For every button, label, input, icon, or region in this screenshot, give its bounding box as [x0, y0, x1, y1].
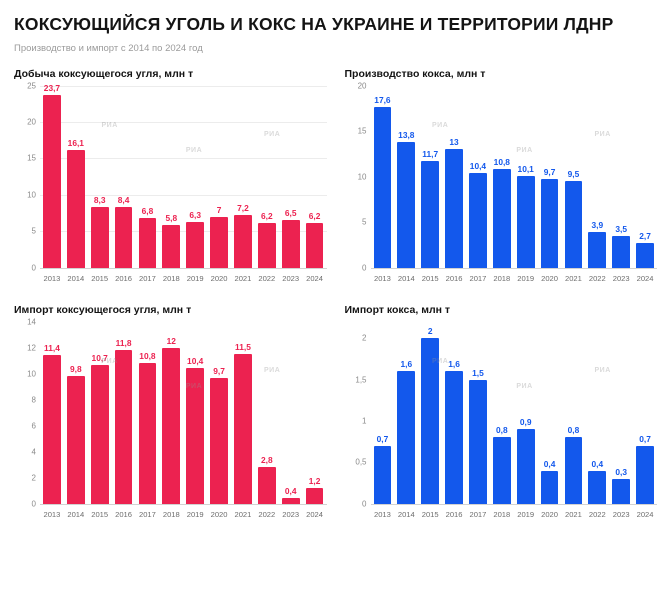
x-tick-label: 2021: [234, 273, 252, 283]
bar-value-label: 3,5: [615, 223, 628, 234]
bar[interactable]: [91, 207, 109, 267]
bar-value-label: 6,2: [260, 210, 273, 221]
bar-value-label: 2,7: [639, 231, 651, 242]
x-tick-label: 2016: [445, 509, 463, 519]
bar-value-label: 0,4: [591, 458, 604, 469]
x-tick-label: 2022: [258, 509, 276, 519]
chart-plot-1: [345, 81, 658, 290]
bar[interactable]: [374, 107, 392, 267]
y-tick-label: 2: [362, 333, 367, 343]
bar[interactable]: [445, 371, 463, 503]
bar-value-label: 6,5: [284, 208, 297, 219]
bar[interactable]: [115, 207, 133, 268]
bars-container: [371, 322, 658, 504]
bar-value-label: 0,7: [376, 433, 389, 444]
watermark: РИА: [101, 358, 118, 366]
bar[interactable]: [139, 218, 157, 268]
x-tick-label: 2015: [91, 509, 109, 519]
x-tick-label: 2019: [517, 509, 535, 519]
y-tick-label: 20: [27, 117, 36, 127]
chart-title-3: Импорт кокса, млн т: [344, 303, 451, 316]
y-axis: [345, 322, 371, 509]
bar-value-label: 9,8: [69, 364, 82, 375]
bar[interactable]: [397, 371, 415, 503]
bar-value-label: 11,8: [115, 338, 132, 349]
x-axis: [40, 506, 327, 526]
bars-container: [40, 83, 327, 268]
page-title: КОКСУЮЩИЙСЯ УГОЛЬ И КОКС НА УКРАИНЕ И ТЕРРИТОРИИ ЛДНР: [14, 14, 614, 34]
bar[interactable]: [210, 378, 228, 504]
bar-group[interactable]: [538, 86, 562, 268]
x-tick-label: 2015: [421, 273, 439, 283]
x-tick-label: 2018: [493, 509, 511, 519]
bar[interactable]: [421, 338, 439, 503]
y-tick-label: 1,5: [355, 375, 367, 385]
y-tick-label: 25: [27, 81, 36, 91]
bar-group[interactable]: [159, 86, 183, 268]
bar-value-label: 7,2: [237, 203, 249, 214]
x-tick-label: 2022: [258, 273, 276, 283]
bar-group[interactable]: [279, 322, 303, 504]
bar-group[interactable]: [303, 322, 327, 504]
bar[interactable]: [612, 236, 630, 268]
bar-group[interactable]: [64, 322, 88, 504]
x-axis: [371, 506, 658, 526]
watermark: РИА: [101, 122, 118, 130]
bar[interactable]: [397, 142, 415, 268]
bar-value-label: 11,4: [44, 343, 60, 354]
bar-group[interactable]: [303, 86, 327, 268]
bar-group[interactable]: [279, 86, 303, 268]
x-tick-label: 2023: [612, 509, 630, 519]
x-tick-label: 2016: [115, 273, 133, 283]
bar[interactable]: [517, 176, 535, 268]
bar-value-label: 9,7: [213, 365, 225, 376]
x-tick-label: 2024: [636, 509, 654, 519]
y-tick-label: 5: [362, 217, 367, 227]
bar[interactable]: [306, 223, 324, 268]
y-tick-label: 0: [31, 263, 36, 273]
bar[interactable]: [282, 498, 300, 503]
bar-group[interactable]: [231, 86, 255, 268]
x-tick-label: 2017: [469, 509, 487, 519]
y-tick-label: 0: [31, 499, 36, 509]
x-tick-label: 2013: [43, 509, 61, 519]
bar[interactable]: [258, 223, 276, 268]
bar-value-label: 0,8: [567, 425, 580, 436]
y-tick-label: 4: [31, 447, 36, 457]
x-tick-label: 2023: [282, 273, 300, 283]
x-tick-label: 2014: [67, 509, 85, 519]
x-axis: [371, 270, 658, 290]
bars-container: [371, 86, 658, 268]
x-tick-label: 2021: [564, 509, 582, 519]
bar[interactable]: [162, 225, 180, 267]
chart-panel-1: [345, 68, 658, 290]
bar[interactable]: [469, 380, 487, 504]
bar-value-label: 13,8: [398, 130, 415, 141]
bar-group[interactable]: [609, 322, 633, 504]
x-tick-label: 2018: [162, 273, 180, 283]
bar-value-label: 23,7: [43, 83, 61, 94]
bar-group[interactable]: [136, 322, 160, 504]
bar[interactable]: [258, 467, 276, 503]
x-tick-label: 2016: [445, 273, 463, 283]
bar-value-label: 11,7: [422, 149, 439, 160]
bar-group[interactable]: [40, 83, 64, 268]
bar-value-label: 9,5: [567, 169, 580, 180]
x-tick-label: 2021: [564, 273, 582, 283]
y-tick-label: 10: [27, 190, 36, 200]
bar-group[interactable]: [371, 86, 395, 268]
bar-value-label: 10,1: [517, 163, 534, 174]
y-tick-label: 1: [362, 416, 367, 426]
bar-value-label: 1,6: [448, 359, 460, 370]
x-tick-label: 2020: [541, 273, 559, 283]
watermark: РИА: [264, 130, 281, 138]
bar-value-label: 10,8: [139, 351, 156, 362]
x-tick-label: 2024: [306, 273, 324, 283]
bar-group[interactable]: [466, 322, 490, 504]
bar[interactable]: [306, 488, 324, 504]
x-tick-label: 2024: [306, 509, 324, 519]
bar-group[interactable]: [418, 322, 442, 504]
chart-plot-2: [14, 317, 327, 526]
bar-group[interactable]: [394, 322, 418, 504]
bar-group[interactable]: [207, 322, 231, 504]
bar[interactable]: [115, 350, 133, 503]
x-tick-label: 2019: [186, 509, 204, 519]
bar-group[interactable]: [585, 322, 609, 504]
y-tick-label: 15: [27, 153, 36, 163]
bar[interactable]: [91, 365, 109, 504]
axis-baseline: [371, 268, 658, 269]
bar-value-label: 13: [449, 137, 459, 148]
y-tick-label: 0: [362, 263, 367, 273]
bar-value-label: 2,8: [260, 455, 273, 466]
chart-title-1: Производство кокса, млн т: [344, 67, 486, 80]
y-tick-label: 0,5: [355, 457, 367, 467]
bar-group[interactable]: [442, 86, 466, 268]
chart-title-0: Добыча коксующегося угля, млн т: [14, 67, 194, 80]
bar[interactable]: [43, 355, 61, 503]
y-tick-label: 20: [357, 81, 367, 91]
bar[interactable]: [517, 429, 535, 503]
bar-group[interactable]: [585, 86, 609, 268]
bar-value-label: 0,9: [519, 417, 532, 428]
bar[interactable]: [67, 150, 85, 267]
y-tick-label: 8: [31, 395, 36, 405]
x-tick-label: 2016: [115, 509, 133, 519]
bar-value-label: 10,8: [493, 157, 510, 168]
bar[interactable]: [612, 479, 630, 504]
bar-group[interactable]: [490, 322, 514, 504]
watermark: РИА: [594, 130, 611, 138]
bar-value-label: 0,4: [284, 486, 297, 497]
bar[interactable]: [469, 173, 487, 268]
chart-plot-0: [14, 81, 327, 290]
x-tick-label: 2013: [43, 273, 61, 283]
chart-title-2: Импорт коксующегося угля, млн т: [14, 303, 192, 316]
x-tick-label: 2019: [517, 273, 535, 283]
x-tick-label: 2018: [493, 273, 511, 283]
bar[interactable]: [588, 471, 606, 504]
bar[interactable]: [234, 354, 252, 504]
bar[interactable]: [541, 471, 559, 504]
bar[interactable]: [636, 446, 654, 504]
axis-baseline: [371, 504, 658, 505]
bar-value-label: 0,3: [615, 466, 628, 477]
x-tick-label: 2021: [234, 509, 252, 519]
bar-group[interactable]: [183, 86, 207, 268]
bar[interactable]: [282, 220, 300, 267]
y-tick-label: 0: [362, 499, 367, 509]
bar[interactable]: [43, 95, 61, 268]
bar-value-label: 7: [216, 204, 222, 215]
x-tick-label: 2017: [138, 509, 156, 519]
y-tick-label: 2: [31, 473, 36, 483]
bar-group[interactable]: [633, 322, 657, 504]
x-tick-label: 2014: [397, 273, 415, 283]
x-axis: [40, 270, 327, 290]
bar[interactable]: [493, 169, 511, 267]
bar-group[interactable]: [394, 86, 418, 268]
x-tick-label: 2017: [138, 273, 156, 283]
axis-baseline: [40, 268, 327, 269]
x-tick-label: 2013: [373, 509, 391, 519]
bars-container: [40, 322, 327, 504]
bar[interactable]: [374, 446, 392, 504]
watermark: РИА: [185, 146, 203, 154]
bar[interactable]: [186, 368, 204, 503]
bar-group[interactable]: [136, 86, 160, 268]
bar[interactable]: [541, 179, 559, 267]
bar-group[interactable]: [207, 86, 231, 268]
bar-group[interactable]: [88, 322, 112, 504]
x-tick-label: 2020: [541, 509, 559, 519]
chart-panel-0: [14, 68, 327, 290]
x-tick-label: 2017: [469, 273, 487, 283]
bar-value-label: 8,4: [117, 194, 130, 205]
bar-group[interactable]: [255, 322, 279, 504]
page-subtitle: Производство и импорт с 2014 по 2024 год: [14, 42, 203, 54]
bar[interactable]: [67, 376, 85, 503]
x-tick-label: 2022: [588, 509, 606, 519]
bar[interactable]: [565, 181, 583, 267]
bar[interactable]: [588, 232, 606, 267]
x-tick-label: 2023: [282, 509, 300, 519]
bar-value-label: 1,5: [472, 367, 484, 378]
bar-value-label: 17,6: [374, 95, 391, 106]
y-tick-label: 12: [27, 343, 36, 353]
bar-value-label: 2: [427, 326, 433, 337]
bar-value-label: 1,2: [308, 476, 321, 487]
bar-group[interactable]: [88, 86, 112, 268]
watermark: РИА: [516, 146, 533, 154]
bar-value-label: 3,9: [591, 220, 604, 231]
bar-value-label: 16,1: [67, 138, 84, 149]
bar-group[interactable]: [562, 322, 586, 504]
x-tick-label: 2020: [210, 509, 228, 519]
y-tick-label: 15: [357, 126, 367, 136]
x-tick-label: 2015: [91, 273, 109, 283]
bar[interactable]: [636, 243, 654, 268]
bar-group[interactable]: [609, 86, 633, 268]
watermark: РИА: [516, 382, 533, 390]
chart-panel-2: [14, 304, 327, 526]
bar-group[interactable]: [183, 322, 207, 504]
x-tick-label: 2018: [162, 509, 180, 519]
bar-group[interactable]: [371, 322, 395, 504]
x-tick-label: 2014: [67, 273, 85, 283]
y-tick-label: 10: [357, 172, 367, 182]
bar-group[interactable]: [255, 86, 279, 268]
bar-group[interactable]: [112, 86, 136, 268]
bar-value-label: 6,8: [141, 206, 154, 217]
bar-value-label: 10,4: [187, 356, 204, 367]
x-tick-label: 2020: [210, 273, 228, 283]
y-tick-label: 10: [27, 369, 36, 379]
bar-value-label: 11,5: [235, 342, 251, 353]
x-tick-label: 2019: [186, 273, 204, 283]
bar-value-label: 6,3: [189, 209, 202, 220]
bar[interactable]: [421, 161, 439, 267]
bar-value-label: 0,8: [495, 425, 508, 436]
bar-group[interactable]: [442, 322, 466, 504]
watermark: РИА: [264, 366, 281, 374]
bar-group[interactable]: [112, 322, 136, 504]
bar-value-label: 10,4: [469, 161, 487, 172]
bar-group[interactable]: [418, 86, 442, 268]
watermark: РИА: [185, 382, 203, 390]
bar[interactable]: [493, 437, 511, 503]
bar[interactable]: [565, 437, 583, 503]
y-axis: [345, 81, 371, 273]
x-tick-label: 2022: [588, 273, 606, 283]
x-tick-label: 2015: [421, 509, 439, 519]
bar-value-label: 6,2: [308, 210, 321, 221]
bar[interactable]: [210, 217, 228, 268]
bar-value-label: 12: [166, 335, 176, 346]
bar-value-label: 10,7: [91, 352, 108, 363]
chart-panel-3: [345, 304, 658, 526]
bar-group[interactable]: [562, 86, 586, 268]
y-axis: [14, 81, 40, 273]
watermark: РИА: [432, 122, 449, 130]
bar-value-label: 8,3: [93, 195, 106, 206]
watermark: РИА: [432, 358, 449, 366]
bar-group[interactable]: [538, 322, 562, 504]
bar-group[interactable]: [514, 322, 538, 504]
bar[interactable]: [234, 215, 252, 267]
y-tick-label: 6: [31, 421, 36, 431]
charts-grid: [14, 68, 657, 526]
watermark: РИА: [594, 366, 611, 374]
bar-value-label: 0,4: [543, 458, 556, 469]
bar-group[interactable]: [633, 86, 657, 268]
bar-group[interactable]: [514, 86, 538, 268]
bar-group[interactable]: [490, 86, 514, 268]
bar-value-label: 5,8: [165, 213, 178, 224]
bar-group[interactable]: [159, 322, 183, 504]
chart-plot-3: [345, 322, 658, 526]
bar-value-label: 1,6: [400, 359, 413, 370]
bar-group[interactable]: [40, 322, 64, 504]
bar-group[interactable]: [466, 86, 490, 268]
bar-group[interactable]: [231, 322, 255, 504]
y-tick-label: 5: [31, 226, 36, 236]
bar[interactable]: [162, 348, 180, 504]
bar-value-label: 9,7: [543, 167, 556, 178]
x-tick-label: 2013: [373, 273, 391, 283]
y-tick-label: 14: [27, 317, 36, 327]
x-tick-label: 2023: [612, 273, 630, 283]
bar[interactable]: [139, 363, 157, 503]
bar-group[interactable]: [64, 86, 88, 268]
bar[interactable]: [445, 149, 463, 267]
bar-value-label: 0,7: [639, 433, 651, 444]
bar[interactable]: [186, 222, 204, 268]
x-tick-label: 2014: [397, 509, 415, 519]
y-axis: [14, 317, 40, 509]
axis-baseline: [40, 504, 327, 505]
x-tick-label: 2024: [636, 273, 654, 283]
